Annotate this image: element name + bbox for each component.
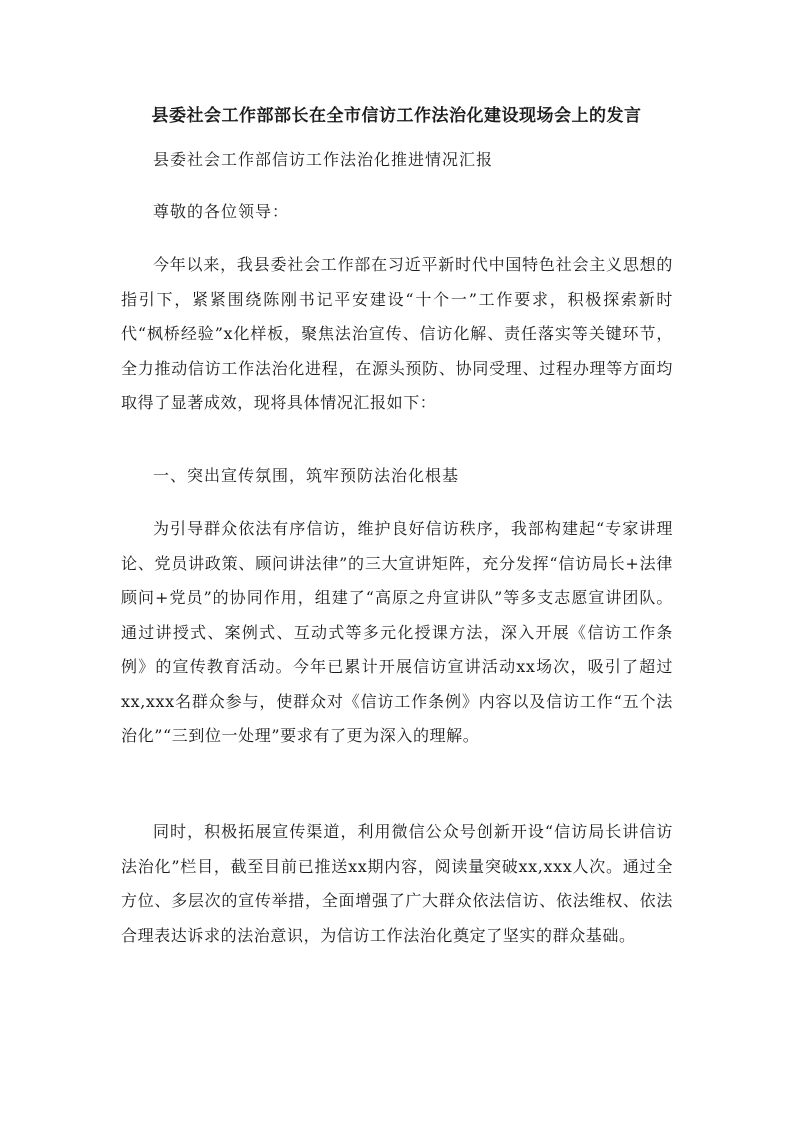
paragraph-body: 为引导群众依法有序信访，维护良好信访秩序，我部构建起“专家讲理论、党员讲政策、顾问讲法律”的三大宣讲矩阵，充分发挥“信访局长+法律顾问+党员”的协同作用，组建了“高原之舟宣讲队”等多支志愿宣讲团队。通过讲授式、案例式、互动式等多元化授课方法，深入开展《信访工作条例》的宣传教育活动。今年已累计开展信访宣讲活动xx场次，吸引了超过xx,xxx名群众参与，使群众对《信访工作条例》内容以及信访工作“五个法治化”“三到位一处理”要求有了更为深入的理解。 xyxy=(121,519,673,745)
paragraph-intro: 今年以来，我县委社会工作部在习近平新时代中国特色社会主义思想的指引下，紧紧围绕陈刚书记平安建设“十个一”工作要求，积极探索新时代“枫桥经验”x化样板，聚焦法治宣传、信访化解、责任落实等关键环节，全力推动信访工作法治化进程，在源头预防、协同受理、过程办理等方面均取得了显著成效，现将具体情况汇报如下： xyxy=(121,255,673,412)
section-heading: 一、突出宣传氛围，筑牢预防法治化根基 xyxy=(153,466,460,485)
document-subtitle: 县委社会工作部信访工作法治化推进情况汇报 xyxy=(153,150,494,169)
greeting: 尊敬的各位领导： xyxy=(153,202,290,221)
document-title: 县委社会工作部部长在全市信访工作法治化建设现场会上的发言 xyxy=(151,106,642,126)
paragraph-body: 同时，积极拓展宣传渠道，利用微信公众号创新开设“信访局长讲信访法治化”栏目，截至目前已推送xx期内容，阅读量突破xx,xxx人次。通过全方位、多层次的宣传举措，全面增强了广大群众依法信访、依法维权、依法合理表达诉求的法治意识，为信访工作法治化奠定了坚实的群众基础。 xyxy=(121,822,673,945)
